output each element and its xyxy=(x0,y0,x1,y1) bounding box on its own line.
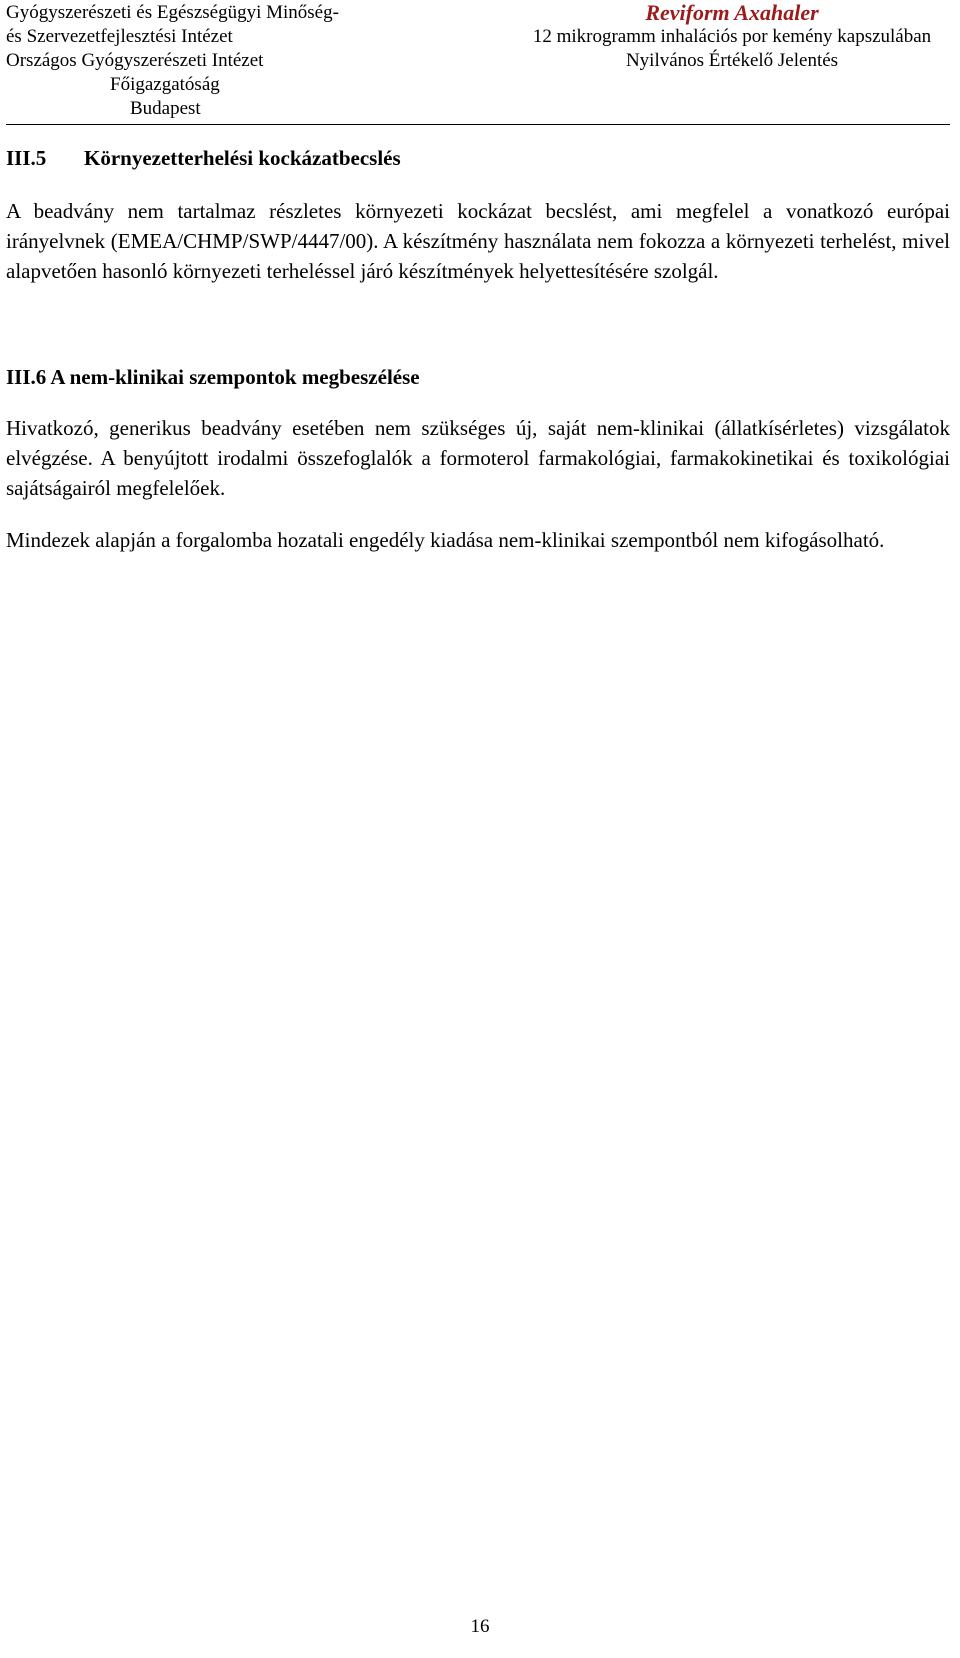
institution-line-2: és Szervezetfejlesztési Intézet xyxy=(6,26,233,47)
page-number: 16 xyxy=(470,1616,490,1637)
institution-line-1: Gyógyszerészeti és Egészségügyi Minőség- xyxy=(6,2,339,23)
nonclinical-paragraph-1: Hivatkozó, generikus beadvány esetében nem szükséges új, saját nem-klinikai (állatkísérletes) vizsgálatok elvégzése. A benyújtott irodalmi összefoglalók a formoterol farmakológiai, farmakokinetikai és toxikológiai sajátságairól megfelelőek. xyxy=(6,416,950,500)
nonclinical-paragraph-2: Mindezek alapján a forgalomba hozatali engedély kiadása nem-klinikai szempontból nem kifogásolható. xyxy=(6,528,885,552)
section-number: III.5 xyxy=(6,146,47,170)
report-type: Nyilvános Értékelő Jelentés xyxy=(625,50,839,71)
institution-line-4: Főigazgatóság xyxy=(110,74,220,95)
section-heading-iii-6: III.6 A nem-klinikai szempontok megbeszélése xyxy=(6,365,420,389)
header-divider xyxy=(6,124,950,125)
institution-header xyxy=(6,1,339,121)
product-subtitle: 12 mikrogramm inhalációs por kemény kapszulában xyxy=(532,26,932,47)
product-title: Reviform Axahaler xyxy=(645,0,819,25)
environmental-risk-paragraph: A beadvány nem tartalmaz részletes környezeti kockázat becslést, ami megfelel a vonatkozó európai irányelvnek (EMEA/CHMP/SWP/4447/00). A készítmény használata nem fokozza a környezeti terhelést, mivel alapvetően hasonló környezeti terheléssel járó készítmények helyettesítésére szolgál. xyxy=(6,199,950,283)
institution-line-5: Budapest xyxy=(130,98,201,119)
product-header xyxy=(522,1,942,73)
section-heading-iii-5 xyxy=(6,145,401,171)
section-title: Környezetterhelési kockázatbecslés xyxy=(84,146,401,170)
institution-line-3: Országos Gyógyszerészeti Intézet xyxy=(6,50,264,71)
